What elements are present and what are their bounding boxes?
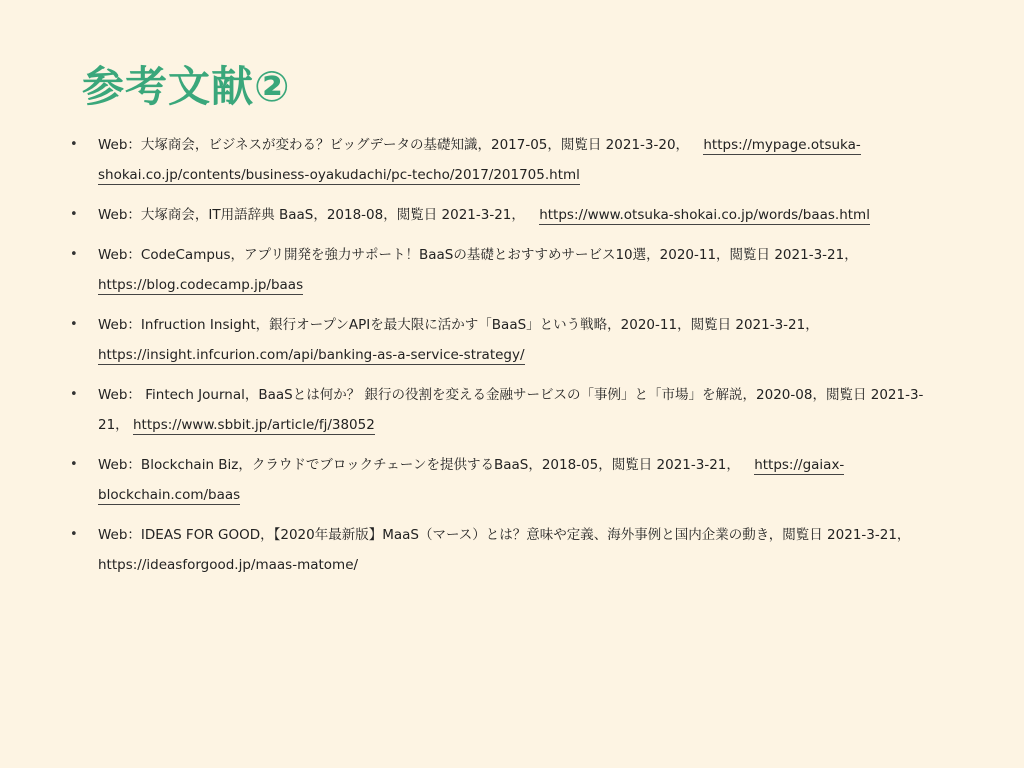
slide-title: 参考文献② [82,62,291,111]
reference-item-4 [68,310,948,370]
reference-link[interactable]: https://insight.infcurion.com/api/banking-as-a-service-strategy/ [98,347,525,363]
reference-item-3 [68,240,948,300]
reference-item-5 [68,380,948,440]
reference-url-text: https://ideasforgood.jp/maas-matome/ [98,557,359,573]
reference-item-6 [68,450,948,510]
reference-text: Web：大塚商会，ビジネスが変わる？ビッグデータの基礎知識，2017-05，閲覧日 2021-3-20， [98,137,690,153]
reference-link[interactable]: https://gaiax-blockchain.com/baas [98,457,845,503]
reference-link[interactable]: https://www.sbbit.jp/article/fj/38052 [132,417,375,433]
reference-text: Web： Fintech Journal，BaaSとは何か？ 銀行の役割を変える金融サービスの「事例」と「市場」を解説，2020-08，閲覧日 2021-3-21， [98,387,924,433]
reference-link[interactable]: https://blog.codecamp.jp/baas [98,277,304,293]
reference-item-7 [68,520,948,580]
reference-link[interactable]: https://www.otsuka-shokai.co.jp/words/baas.html [539,207,870,223]
reference-text: Web：大塚商会，IT用語辞典 BaaS，2018-08，閲覧日 2021-3-21， [98,207,525,223]
reference-text: Web：Infruction Insight，銀行オープンAPIを最大限に活かす「BaaS」という戦略，2020-11，閲覧日 2021-3-21， [98,317,819,333]
reference-text: Web：Blockchain Biz，クラウドでブロックチェーンを提供するBaaS，2018-05，閲覧日 2021-3-21， [98,457,740,473]
reference-text: Web：CodeCampus，アプリ開発を強力サポート！BaaSの基礎とおすすめサービス10選，2020-11，閲覧日 2021-3-21， [98,247,858,263]
reference-list [68,130,948,590]
reference-link[interactable]: https://mypage.otsuka-shokai.co.jp/contents/business-oyakudachi/pc-techo/2017/201705.html [98,137,861,183]
reference-item-2 [68,200,948,230]
reference-item-1 [68,130,948,190]
reference-text: Web：IDEAS FOR GOOD，【2020年最新版】MaaS（マース）とは？意味や定義、海外事例と国内企業の動き，閲覧日 2021-3-21， [98,527,911,543]
